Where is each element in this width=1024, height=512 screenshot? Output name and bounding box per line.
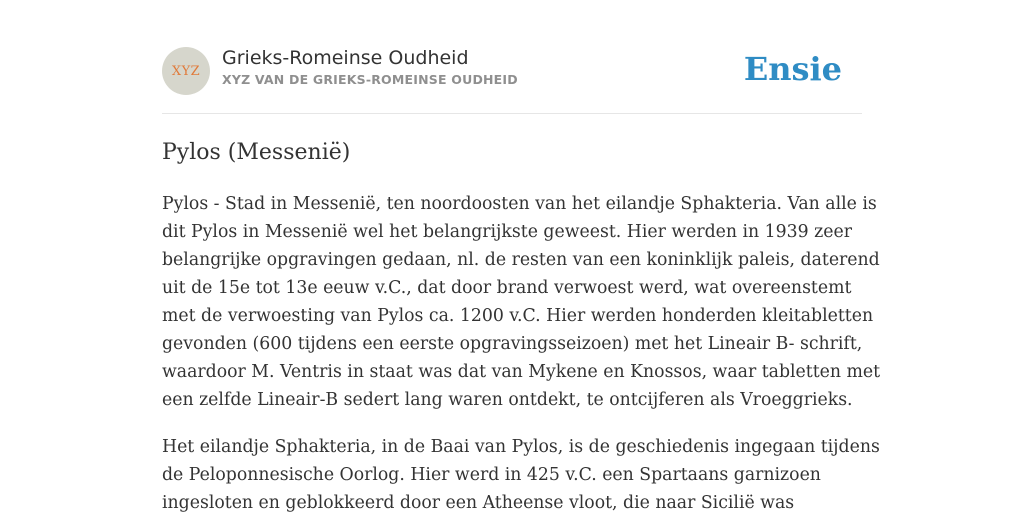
text-line: dit Pylos in Messenië wel het belangrijkste geweest. Hier werden in 1939 zeer bbox=[162, 222, 852, 242]
site-subtitle[interactable]: XYZ VAN DE GRIEKS-ROMEINSE OUDHEID bbox=[222, 72, 518, 87]
site-titles bbox=[222, 46, 518, 89]
ensie-logo[interactable]: Ensie bbox=[743, 50, 842, 88]
text-line: belangrijke opgravingen gedaan, nl. de resten van een koninklijk paleis, daterend bbox=[162, 250, 880, 270]
header-divider bbox=[162, 113, 862, 114]
avatar[interactable] bbox=[162, 47, 210, 95]
article-paragraph bbox=[162, 190, 881, 414]
article-title: Pylos (Messenië) bbox=[162, 140, 351, 165]
site-title[interactable]: Grieks-Romeinse Oudheid bbox=[222, 47, 469, 69]
article-body bbox=[162, 190, 881, 512]
text-line: met de verwoesting van Pylos ca. 1200 v.C. Hier werden honderden kleitabletten bbox=[162, 306, 874, 326]
text-line: de Peloponnesische Oorlog. Hier werd in 425 v.C. een Spartaans garnizoen bbox=[162, 465, 821, 485]
text-line: Pylos - Stad in Messenië, ten noordoosten van het eilandje Sphakteria. Van alle is bbox=[162, 194, 877, 214]
text-line: gevonden (600 tijdens een eerste opgravingsseizoen) met het Lineair B- schrift, bbox=[162, 334, 863, 354]
article-paragraph bbox=[162, 433, 880, 512]
text-line: ingesloten en geblokkeerd door een Atheense vloot, die naar Sicilië was bbox=[162, 493, 795, 512]
text-line: waardoor M. Ventris in staat was dat van Mykene en Knossos, waar tabletten met bbox=[162, 362, 881, 382]
avatar-label: XYZ bbox=[171, 63, 201, 79]
text-line: uit de 15e tot 13e eeuw v.C., dat door brand verwoest werd, wat overeenstemt bbox=[162, 278, 852, 298]
text-line: Het eilandje Sphakteria, in de Baai van Pylos, is de geschiedenis ingegaan tijdens bbox=[162, 437, 880, 457]
text-line: een zelfde Lineair-B sedert lang waren ontdekt, te ontcijferen als Vroeggrieks. bbox=[162, 390, 853, 410]
site-header bbox=[162, 46, 862, 96]
